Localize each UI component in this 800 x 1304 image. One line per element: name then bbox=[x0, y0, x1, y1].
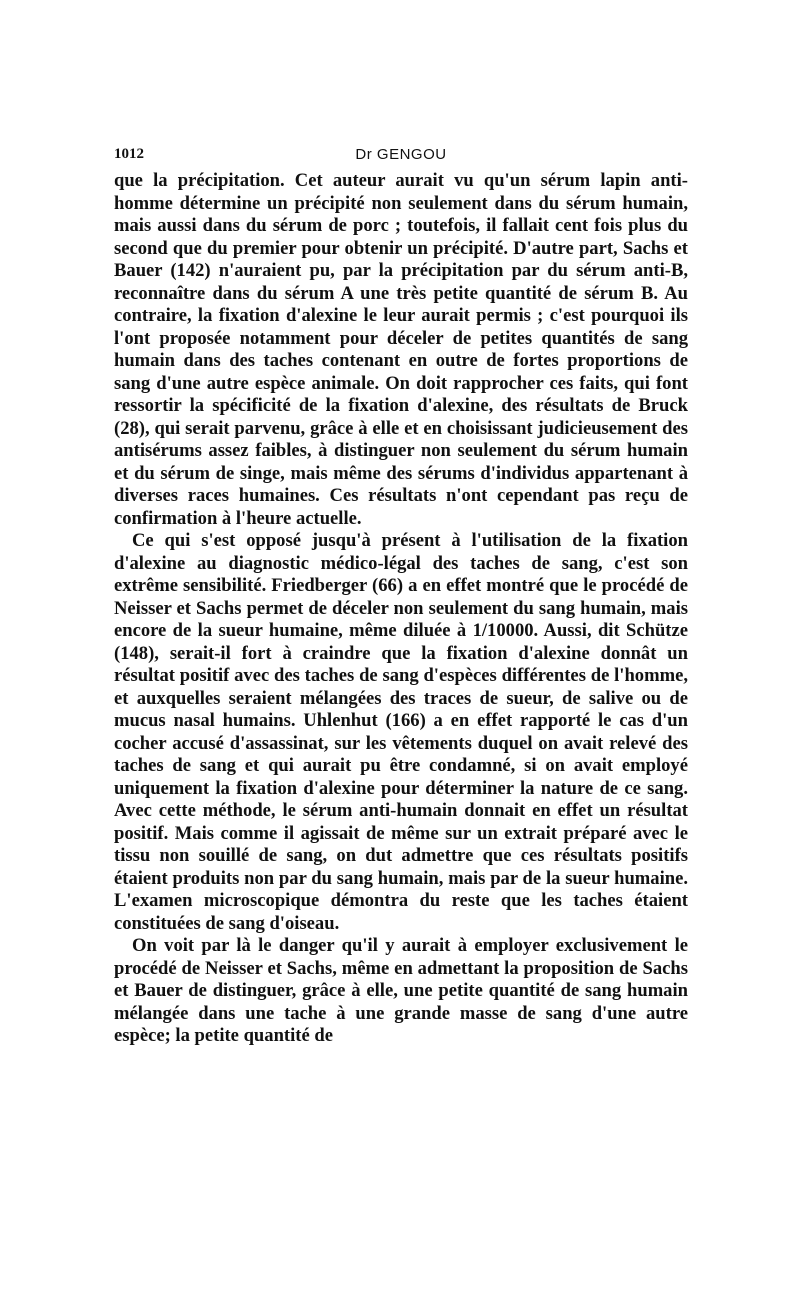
page-number: 1012 bbox=[114, 146, 144, 162]
running-title: Dr GENGOU bbox=[355, 146, 447, 163]
paragraph-3: On voit par là le danger qu'il y aurait à employer exclusivement le procédé de Neisser et Sachs, même en admettant la proposition de Sachs et Bauer de distinguer, grâce à elle, une petite quantité de sang humain mélangée dans une tache à une grande masse de sang d'une autre espèce; la petite quantité de bbox=[114, 935, 688, 1046]
body-text bbox=[114, 170, 688, 1048]
book-page bbox=[114, 146, 688, 1048]
paragraph-2: Ce qui s'est opposé jusqu'à présent à l'utilisation de la fixation d'alexine au diagnostic médico-légal des taches de sang, c'est son extrême sensibilité. Friedberger (66) a en effet montré que le procédé de Neisser et Sachs permet de déceler non seulement du sang humain, mais encore de la sueur humaine, même diluée à 1/10000. Aussi, dit Schütze (148), serait-il fort à craindre que la fixation d'alexine donnât un résultat positif avec des taches de sang d'espèces différentes de l'homme, et auxquelles seraient mélangées des traces de sueur, de salive ou de mucus nasal humains. Uhlenhut (166) a en effet rapporté le cas d'un cocher accusé d'assassinat, sur les vêtements duquel on avait relevé des taches de sang et qui aurait pu être condamné, si on avait employé uniquement la fixation d'alexine pour déterminer la nature de ce sang. Avec cette méthode, le sérum anti-humain donnait en effet un résultat positif. Mais comme il agissait de même sur un extrait préparé avec le tissu non souillé de sang, on dut admettre que ces résultats positifs étaient produits non par du sang humain, mais par de la sueur humaine. L'examen microscopique démontra du reste que les taches étaient constituées de sang d'oiseau. bbox=[114, 530, 688, 934]
paragraph-1: que la précipitation. Cet auteur aurait vu qu'un sérum lapin anti-homme détermine un précipité non seulement dans du sérum humain, mais aussi dans du sérum de porc ; toutefois, il fallait cent fois plus du second que du premier pour obtenir un précipité. D'autre part, Sachs et Bauer (142) n'auraient pu, par la précipitation par du sérum anti-B, reconnaître dans du sérum A une très petite quantité de sérum B. Au contraire, la fixation d'alexine le leur aurait permis ; c'est pourquoi ils l'ont proposée notamment pour déceler de petites quantités de sang humain dans des taches contenant en outre de fortes proportions de sang d'une autre espèce animale. On doit rapprocher ces faits, qui font ressortir la spécificité de la fixation d'alexine, des résultats de Bruck (28), qui serait parvenu, grâce à elle et en choisissant judicieusement des antisérums assez faibles, à distinguer non seulement du sérum humain et du sérum de singe, mais même des sérums d'individus appartenant à diverses races humaines. Ces résultats n'ont cependant pas reçu de confirmation à l'heure actuelle. bbox=[114, 170, 688, 529]
page-header bbox=[114, 146, 688, 170]
